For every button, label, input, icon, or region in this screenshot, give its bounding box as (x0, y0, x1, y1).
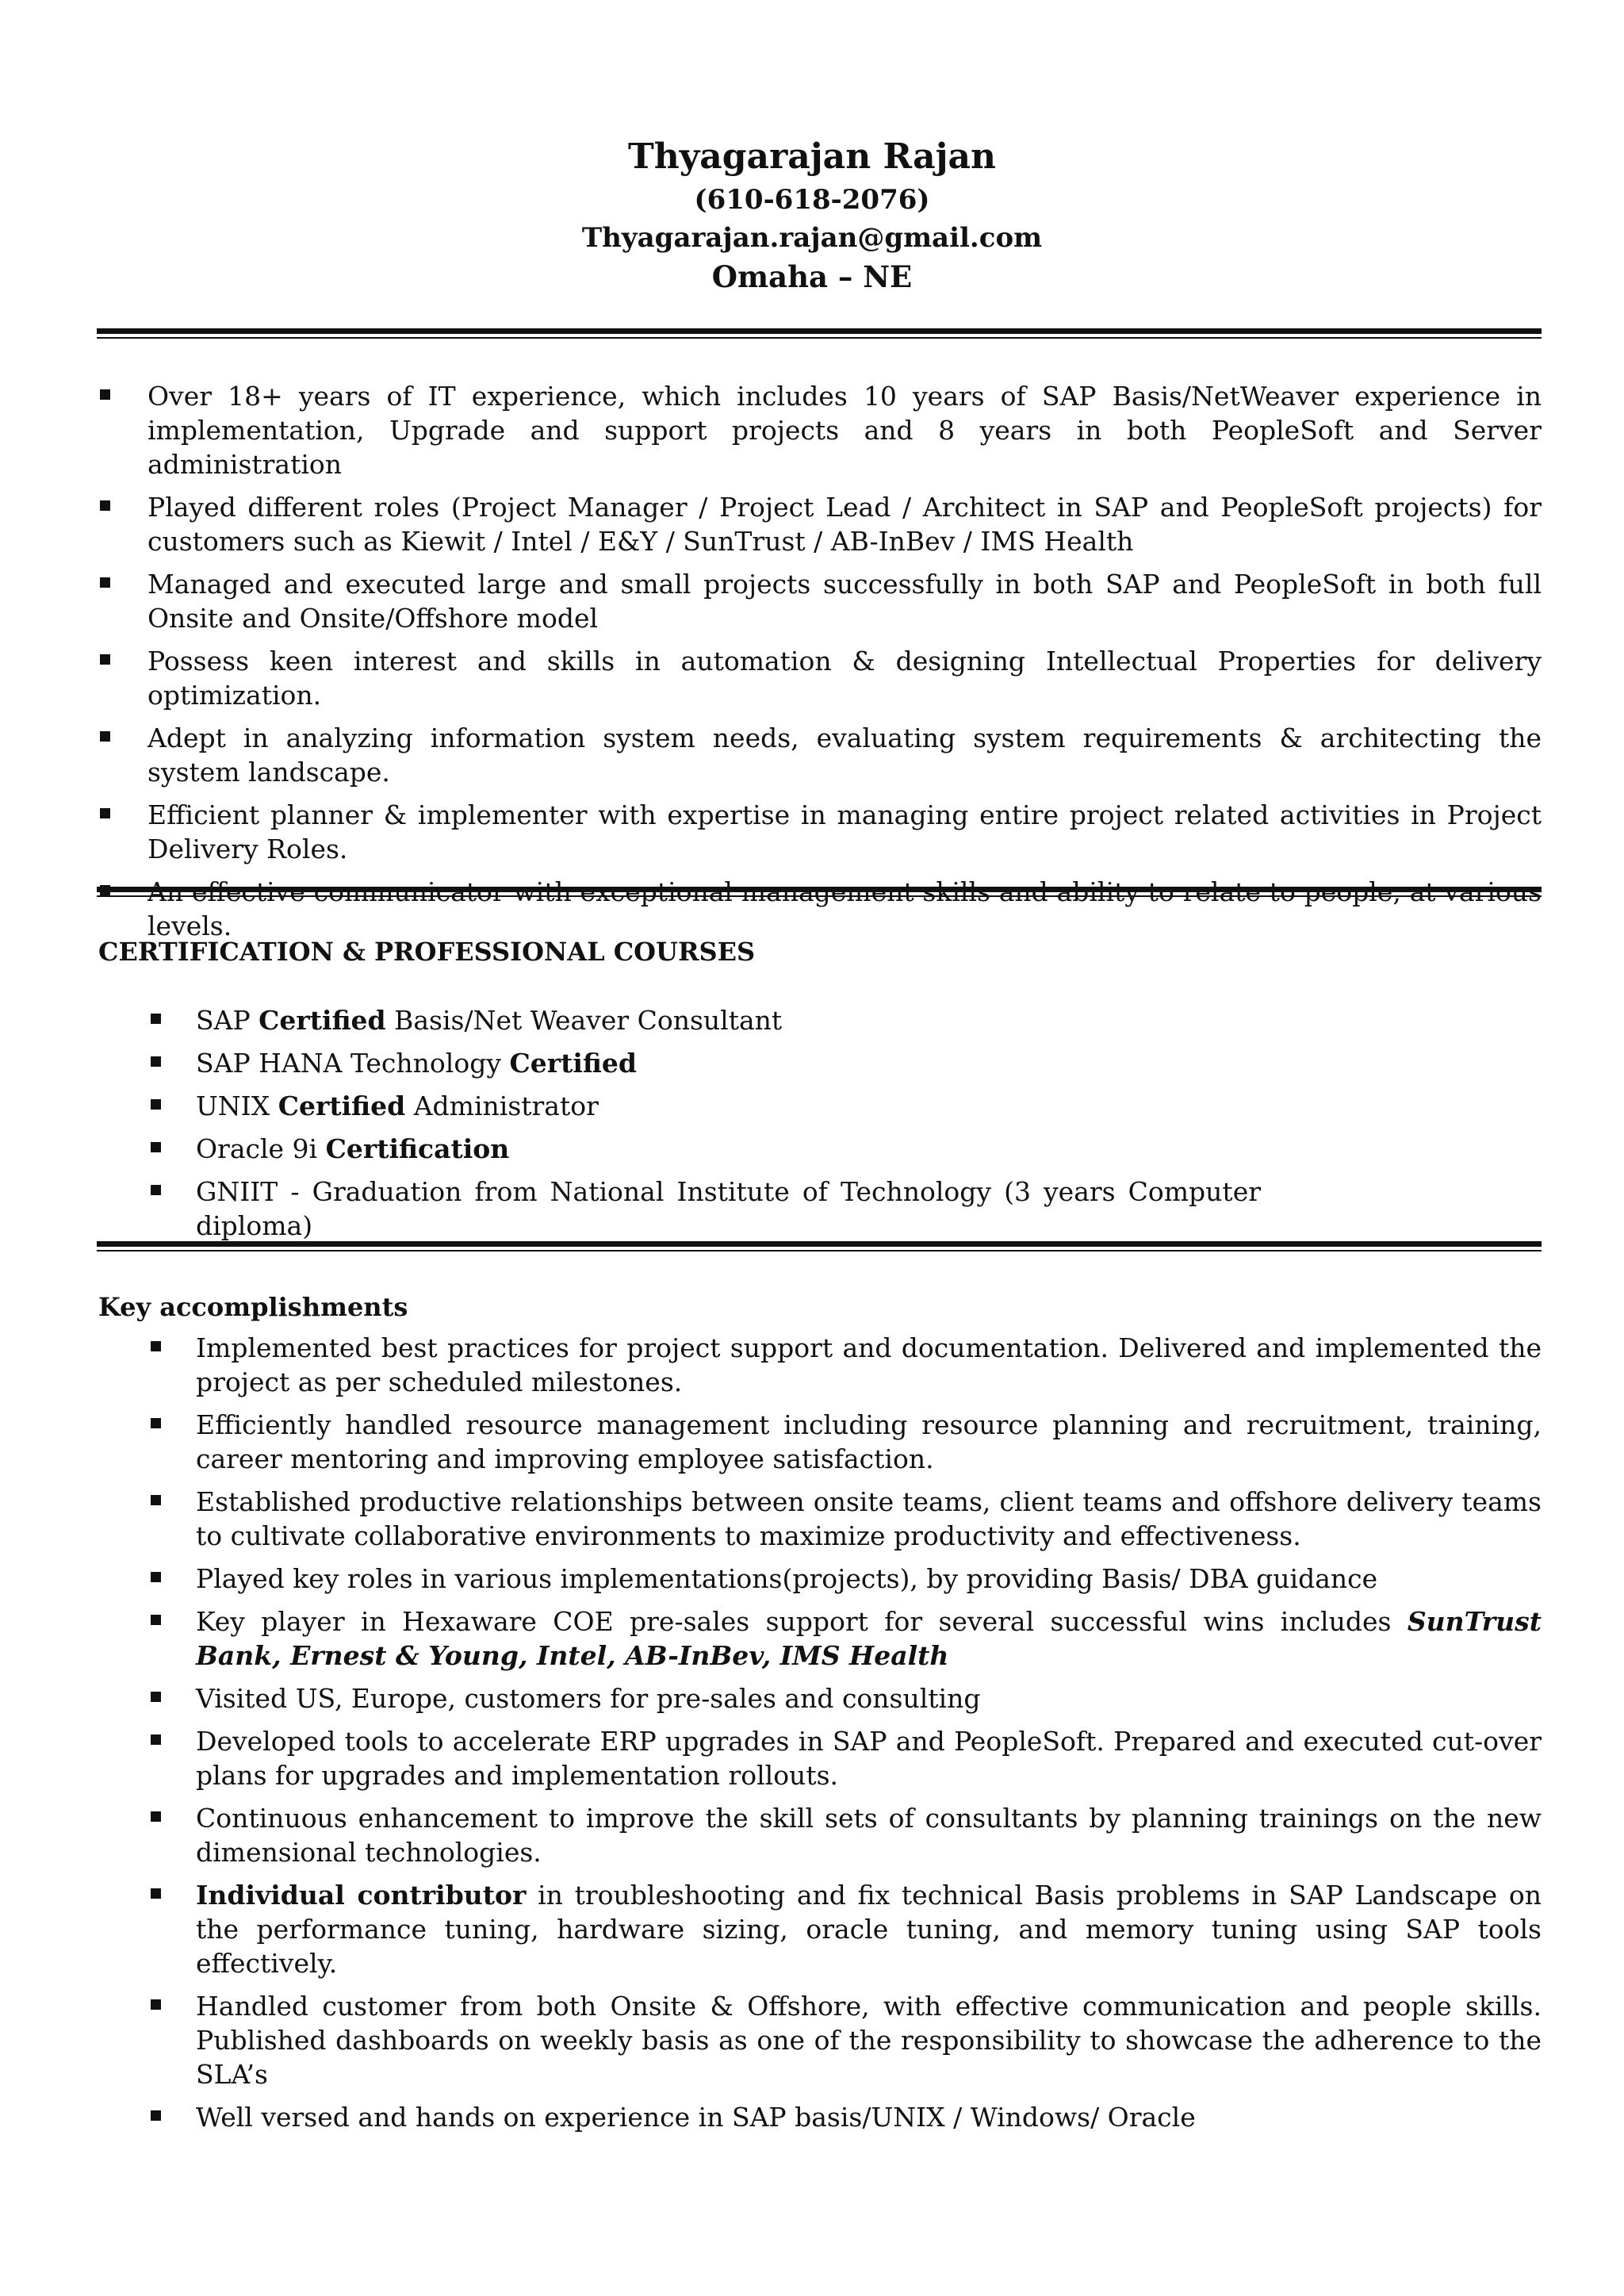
candidate-name: Thyagarajan Rajan (627, 136, 997, 177)
list-item: GNIIT - Graduation from National Institute of Technology (3 years Computer diploma) (151, 1175, 1261, 1243)
bullet-icon (100, 500, 110, 511)
bullet-icon (151, 1999, 161, 2010)
list-item: Efficiently handled resource management including resource planning and recruitment, training, career mentoring and improving employee satisfaction. (151, 1408, 1542, 1476)
location: Omaha – NE (711, 259, 913, 294)
list-item: Visited US, Europe, customers for pre-sales and consulting (151, 1681, 1542, 1715)
list-item: Managed and executed large and small projects successfully in both SAP and PeopleSoft in both full Onsite and Onsite/Offshore model (100, 567, 1542, 635)
list-item: Over 18+ years of IT experience, which includes 10 years of SAP Basis/NetWeaver experience in implementation, Upgrade and support projects and 8 years in both PeopleSoft and Server administration (100, 379, 1542, 481)
section-divider (97, 887, 1542, 898)
accomplishments-heading: Key accomplishments (98, 1292, 408, 1322)
list-item: Implemented best practices for project support and documentation. Delivered and implemented the project as per scheduled milestones. (151, 1331, 1542, 1399)
accomplishments-list (151, 1331, 1542, 2143)
bullet-icon (151, 1014, 161, 1024)
summary-list (100, 379, 1542, 952)
list-item: Well versed and hands on experience in SAP basis/UNIX / Windows/ Oracle (151, 2100, 1542, 2134)
bullet-icon (151, 1056, 161, 1067)
bullet-icon (151, 1811, 161, 1822)
list-item: Efficient planner & implementer with expertise in managing entire project related activities in Project Delivery Roles. (100, 798, 1542, 866)
bullet-icon (100, 577, 110, 588)
list-item: Individual contributor in troubleshooting and fix technical Basis problems in SAP Landscape on the performance tuning, hardware sizing, oracle tuning, and memory tuning using SAP tools effectively. (151, 1878, 1542, 1980)
list-item: SAP Certified Basis/Net Weaver Consultant (151, 1003, 1261, 1037)
bullet-icon (151, 2110, 161, 2121)
bullet-icon (151, 1572, 161, 1582)
bullet-icon (100, 389, 110, 400)
list-item: Played key roles in various implementations(projects), by providing Basis/ DBA guidance (151, 1562, 1542, 1596)
list-item: Handled customer from both Onsite & Offshore, with effective communication and people skills. Published dashboards on weekly basis as one of the responsibility to showcase the adherence to the SLA’s (151, 1989, 1542, 2091)
list-item: Established productive relationships between onsite teams, client teams and offshore delivery teams to cultivate collaborative environments to maximize productivity and effectiveness. (151, 1485, 1542, 1553)
list-item: levels. (100, 875, 1542, 943)
phone-number: (610-618-2076) (694, 184, 930, 216)
list-item: Possess keen interest and skills in automation & designing Intellectual Properties for delivery optimization. (100, 644, 1542, 712)
bullet-icon (151, 1418, 161, 1428)
bullet-icon (100, 808, 110, 818)
bullet-icon (151, 1185, 161, 1195)
section-divider (97, 1241, 1542, 1252)
bullet-icon (151, 1615, 161, 1625)
list-item: Key player in Hexaware COE pre-sales support for several successful wins includes SunTrust Bank, Ernest & Young, Intel, AB-InBev, IMS Health (151, 1604, 1542, 1673)
certifications-heading: CERTIFICATION & PROFESSIONAL COURSES (98, 937, 756, 967)
section-divider (97, 328, 1542, 339)
certifications-list (151, 1003, 1261, 1251)
bullet-icon (100, 731, 110, 742)
bullet-icon (151, 1099, 161, 1110)
bullet-icon (151, 1888, 161, 1899)
list-item: Continuous enhancement to improve the skill sets of consultants by planning trainings on the new dimensional technologies. (151, 1801, 1542, 1869)
list-item: UNIX Certified Administrator (151, 1089, 1261, 1123)
bullet-icon (151, 1341, 161, 1351)
bullet-icon (151, 1692, 161, 1702)
bullet-icon (151, 1495, 161, 1505)
resume-header (0, 133, 1624, 297)
list-item: Played different roles (Project Manager / Project Lead / Architect in SAP and PeopleSoft projects) for customers such as Kiewit / Intel / E&Y / SunTrust / AB-InBev / IMS Health (100, 490, 1542, 558)
bullet-icon (151, 1142, 161, 1152)
list-item: Oracle 9i Certification (151, 1132, 1261, 1166)
email-address: Thyagarajan.rajan@gmail.com (581, 222, 1043, 254)
list-item: SAP HANA Technology Certified (151, 1046, 1261, 1080)
bullet-icon (100, 654, 110, 665)
list-item: Adept in analyzing information system needs, evaluating system requirements & architecting the system landscape. (100, 721, 1542, 789)
list-item: Developed tools to accelerate ERP upgrades in SAP and PeopleSoft. Prepared and executed cut-over plans for upgrades and implementation rollouts. (151, 1724, 1542, 1792)
bullet-icon (151, 1734, 161, 1745)
